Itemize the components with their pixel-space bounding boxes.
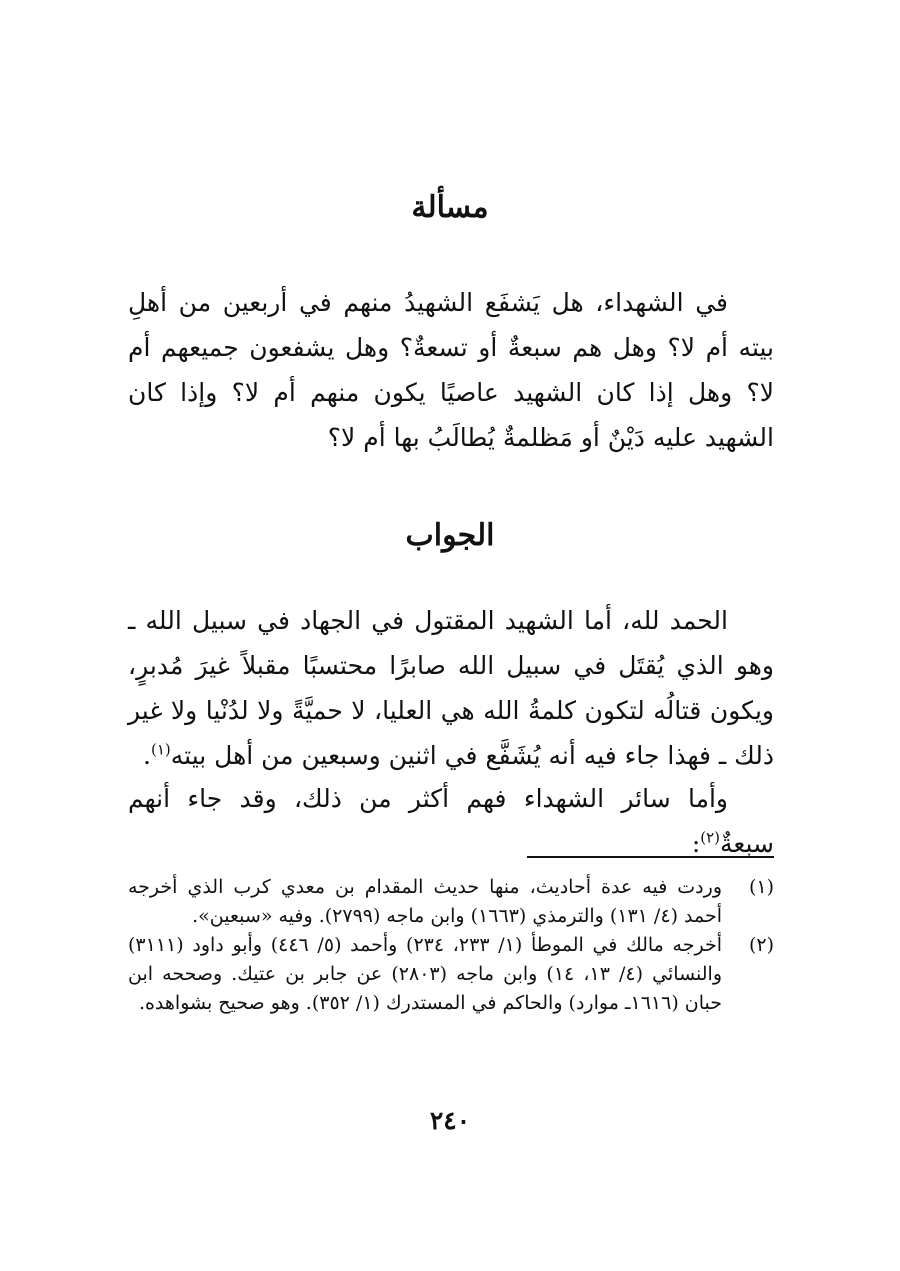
question-text: في الشهداء، هل يَشفَع الشهيدُ منهم في أربعين من أهلِ بيته أم لا؟ وهل هم سبعةٌ أو تسعةٌ؟ وهل يشفعون جميعهم أم لا؟ وهل إذا كان الشهيد عاصيًا يكون منهم أم لا؟ وإذا كان الشهيد عليه دَيْنٌ أو مَظلمةٌ يُطالَبُ بها أم لا؟ xyxy=(128,288,774,452)
footnote-ref-2[interactable]: (٢) xyxy=(700,828,721,847)
answer-paragraph-2-text: وأما سائر الشهداء فهم أكثر من ذلك، وقد جاء أنهم سبعةٌ xyxy=(128,784,774,858)
answer-paragraph-2 xyxy=(128,776,774,866)
answer-paragraph-1-body xyxy=(128,598,774,778)
footnote-1 xyxy=(128,873,774,931)
answer-paragraph-1-end: . xyxy=(143,741,151,770)
footnote-1-text: وردت فيه عدة أحاديث، منها حديث المقدام بن معدي كرب الذي أخرجه أحمد (٤/ ١٣١) والترمذي (١٦٦٣) وابن ماجه (٢٧٩٩). وفيه «سبعين». xyxy=(128,876,722,927)
footnote-ref-1[interactable]: (١) xyxy=(150,740,171,759)
answer-paragraph-2-body xyxy=(128,776,774,866)
footnote-2-number: (٢) xyxy=(748,934,774,956)
question-heading: مسألة xyxy=(411,190,489,225)
answer-paragraph-1 xyxy=(128,598,774,778)
footnote-separator xyxy=(527,856,774,858)
question-paragraph xyxy=(128,280,774,460)
page-number: ٢٤٠ xyxy=(429,1106,471,1135)
footnote-2 xyxy=(128,931,774,1018)
answer-paragraph-1-text: الحمد لله، أما الشهيد المقتول في الجهاد في سبيل الله ـ وهو الذي يُقتَل في سبيل الله صابرًا محتسبًا مقبلاً غيرَ مُدبرٍ، ويكون قتالُه لتكون كلمةُ الله هي العليا، لا حميَّةً ولا لدُنْيا ولا غير ذلك ـ فهذا جاء فيه أنه يُشَفَّع في اثنين وسبعين من أهل بيته xyxy=(128,606,774,770)
answer-heading: الجواب xyxy=(405,518,495,553)
footnotes xyxy=(128,873,774,1018)
answer-paragraph-2-end: : xyxy=(691,829,701,858)
footnote-2-text: أخرجه مالك في الموطأ (١/ ٢٣٣، ٢٣٤) وأحمد (٥/ ٤٤٦) وأبو داود (٣١١١) والنسائي (٤/ ١٣، ١٤) وابن ماجه (٢٨٠٣) عن جابر بن عتيك. وصححه ابن حبان (١٦١٦ـ موارد) والحاكم في المستدرك (١/ ٣٥٢). وهو صحيح بشواهده. xyxy=(128,934,722,1014)
footnote-1-number: (١) xyxy=(748,876,774,898)
